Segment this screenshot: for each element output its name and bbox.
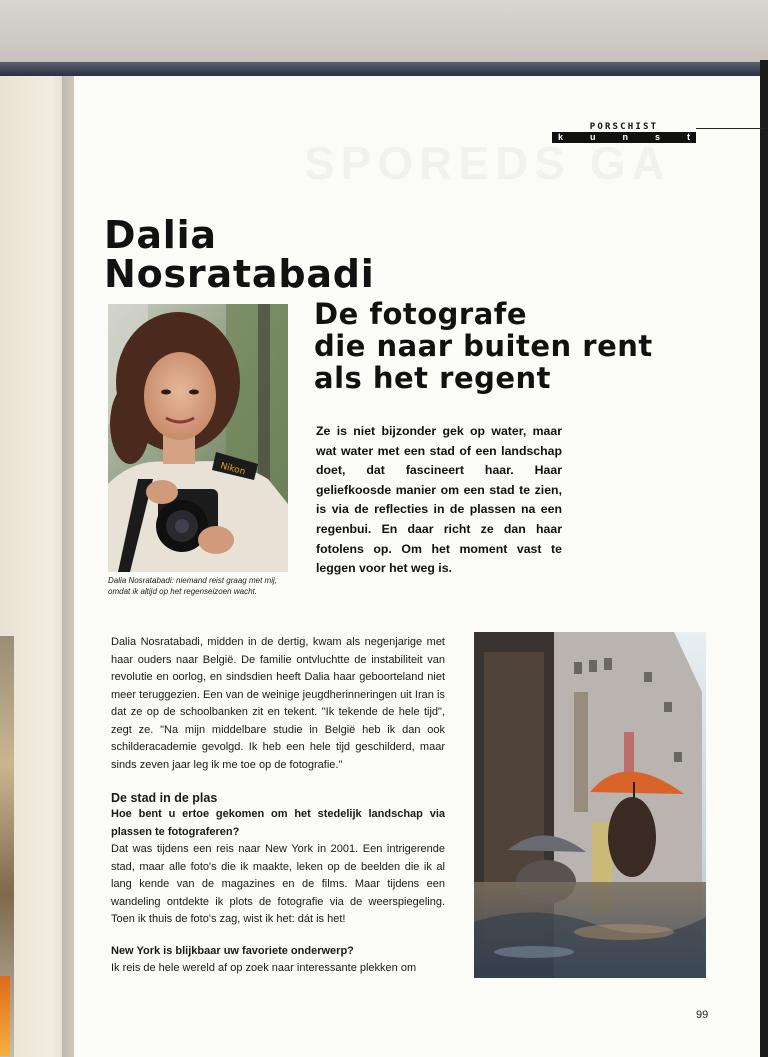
portrait-caption	[108, 575, 308, 597]
interview-question: New York is blijkbaar uw favoriete onderwerp?	[111, 944, 354, 957]
magazine-page	[74, 76, 760, 1057]
name-first: Dalia	[104, 213, 217, 257]
section-heading: De stad in de plas	[111, 791, 218, 805]
ghost-heading	[304, 136, 671, 190]
left-page-color-strip	[0, 976, 10, 1056]
section-letter: u	[590, 132, 596, 142]
section-tag-subtitle	[552, 132, 696, 143]
caption-line: omdat ik altijd op het regenseizoen wacht.	[108, 587, 257, 596]
portrait-photo	[108, 304, 288, 572]
street-reflection-photo	[474, 632, 706, 978]
page-number: 99	[696, 1009, 709, 1021]
section-letter: n	[622, 132, 628, 142]
book-edge	[0, 62, 768, 76]
camera-strap-text: Nikon	[219, 461, 247, 478]
article-body	[111, 634, 445, 994]
subtitle-line: als het regent	[314, 361, 552, 395]
section-letter: k	[558, 132, 564, 142]
body-paragraph: Dalia Nosratabadi, midden in de dertig, kwam als negenjarige met haar ouders naar België. De familie ontvluchtte de instabiliteit van revolutie en oorlog, en sindsdien heeft Dalia haar geboorteland niet meer teruggezien. Een van de weinige jeugdherinneringen uit Iran is dat ze op de schoolbanken zit en tekent. "Ik tekende de hele tijd", zegt ze. "Na mijn middelbare studie in België heb ik dan ook schilderacademie gevolgd. Ik heb een hele tijd geschilderd, maar sinds zeven jaar leg ik me toe op de fotografie."	[111, 636, 445, 771]
section-letter: t	[686, 132, 690, 142]
section-tag	[552, 122, 696, 143]
section-letter: s	[654, 132, 660, 142]
article-title-name	[104, 213, 375, 296]
name-last: Nosratabadi	[104, 252, 375, 296]
interview-answer: Ik reis de hele wereld af op zoek naar interessante plekken om	[111, 962, 417, 974]
interview-answer: Dat was tijdens een reis naar New York in 2001. Een intrigerende stad, maar alle foto's die ik maakte, leken op de beelden die ik al lang kende van de magazines en de films. Maar tijdens een wandeling ontdekte ik plots de fotografie via de weerspiegeling. Toen ik thuis de foto's zag, wist ik het: dát is het!	[111, 843, 445, 925]
scan-right-edge	[760, 60, 768, 1057]
subtitle-line: die naar buiten rent	[314, 329, 653, 363]
caption-line: Dalia Nosratabadi: niemand reist graag met mij,	[108, 576, 277, 585]
article-intro: Ze is niet bijzonder gek op water, maar wat water met een stad of een landschap doet, dat fascineert haar. Haar geliefkoosde manier om een stad te zien, is via de reflecties in de plassen na een regenbui. En daar richt ze dan haar fotolens op. Om het moment vast te leggen voor het weg is.	[316, 424, 562, 576]
article-subtitle	[314, 298, 653, 394]
section-tag-title: PORSCHIST	[589, 122, 659, 132]
subtitle-line: De fotografe	[314, 297, 528, 331]
interview-question: Hoe bent u ertoe gekomen om het stedelijk landschap via plassen te fotograferen?	[111, 808, 445, 838]
section-tag-rule	[696, 128, 766, 129]
